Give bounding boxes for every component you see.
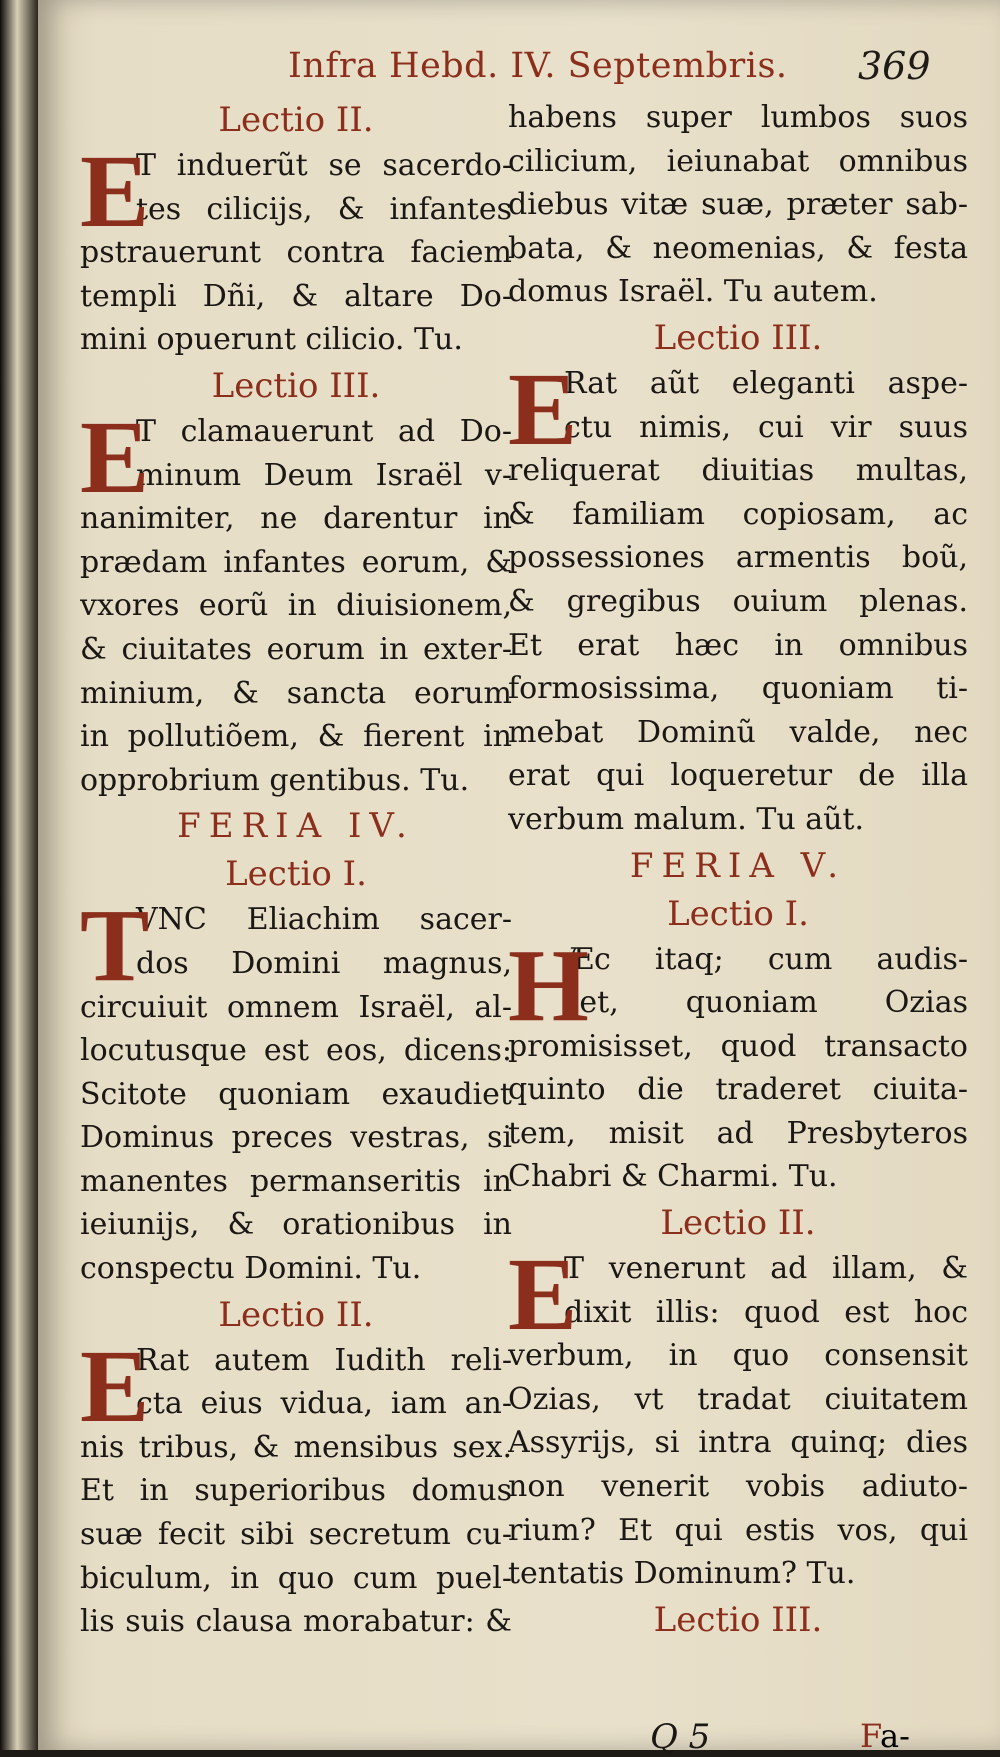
text-line: tentatis Dominum? Tu. bbox=[508, 1556, 856, 1592]
text-line: templi Dñi, & altare Do- bbox=[80, 278, 512, 314]
text-line: habens super lumbos suos bbox=[508, 100, 968, 135]
text-line: VNC Eliachim sacer- bbox=[136, 902, 512, 938]
drop-capital: E bbox=[80, 399, 150, 515]
running-title: Infra Hebd. IV. Septembris. bbox=[288, 46, 788, 86]
text-line: prædam infantes eorum, & bbox=[80, 544, 512, 580]
book-page bbox=[38, 0, 1000, 1757]
text-line: formosissima, quoniam ti- bbox=[508, 671, 968, 707]
text-line: biculum, in quo cum puel- bbox=[80, 1560, 512, 1596]
lesson-text bbox=[508, 351, 968, 842]
drop-capital: E bbox=[80, 1328, 150, 1444]
drop-capital: H bbox=[508, 927, 589, 1043]
text-line: domus Israël. Tu autem. bbox=[508, 274, 878, 310]
page-header bbox=[38, 42, 1000, 92]
text-line: & ciuitates eorum in exter- bbox=[80, 631, 512, 667]
text-line: Et in superioribus domus bbox=[80, 1473, 512, 1509]
text-line: verbum malum. Tu aũt. bbox=[508, 801, 864, 837]
catchword-initial: F bbox=[860, 1717, 881, 1755]
text-line: circuiuit omnem Israël, al- bbox=[80, 989, 512, 1025]
lesson-text bbox=[80, 134, 512, 362]
text-line: in pollutiõem, & fierent in bbox=[80, 719, 512, 755]
left-column bbox=[80, 96, 512, 1644]
text-line: dos Domini magnus, bbox=[136, 945, 512, 981]
lesson-heading: Lectio I. bbox=[667, 893, 809, 934]
text-line: quinto die traderet ciuita- bbox=[508, 1072, 968, 1108]
text-line: lis suis clausa morabatur: & bbox=[80, 1604, 512, 1640]
lesson-text bbox=[80, 399, 512, 802]
lesson-heading: Lectio III. bbox=[653, 317, 823, 358]
drop-capital: E bbox=[80, 134, 150, 249]
lesson-heading: Lectio II. bbox=[660, 1203, 816, 1244]
lesson-text bbox=[508, 927, 968, 1200]
text-line: set, quoniam Ozias bbox=[564, 985, 968, 1021]
text-line: T clamauerunt ad Do- bbox=[136, 413, 512, 449]
page-number: 369 bbox=[858, 44, 931, 88]
drop-capital: E bbox=[508, 1237, 578, 1353]
text-line: Rat autem Iudith reli- bbox=[136, 1342, 512, 1378]
text-line: promisisset, quod transacto bbox=[508, 1028, 968, 1064]
text-line: nanimiter, ne darentur in bbox=[80, 501, 512, 537]
text-line: Dominus preces vestras, si bbox=[80, 1120, 512, 1156]
lesson-heading: Lectio III. bbox=[211, 365, 381, 406]
text-line: conspectu Domini. Tu. bbox=[80, 1251, 422, 1287]
text-line: bata, & neomenias, & festa bbox=[508, 230, 968, 266]
right-column bbox=[508, 96, 968, 1644]
book-binding-edge bbox=[0, 0, 38, 1750]
text-line: non venerit vobis adiuto- bbox=[508, 1469, 968, 1505]
text-line: cilicium, ieiunabat omnibus bbox=[508, 143, 968, 179]
text-line: dixit illis: quod est hoc bbox=[564, 1294, 968, 1330]
text-line: Et erat hæc in omnibus bbox=[508, 627, 968, 663]
text-line: cta eius vidua, iam an- bbox=[136, 1386, 512, 1422]
text-line: possessiones armentis boũ, bbox=[508, 540, 968, 576]
text-line: minum Deum Israël v- bbox=[136, 457, 512, 493]
lesson-heading: Lectio II. bbox=[218, 1294, 374, 1335]
lesson-text bbox=[80, 1328, 512, 1644]
lesson-text bbox=[80, 888, 512, 1290]
text-line: tem, misit ad Presbyteros bbox=[508, 1115, 968, 1151]
text-line: rium? Et qui estis vos, qui bbox=[508, 1512, 968, 1548]
text-line: Æc itaq; cum audis- bbox=[564, 941, 968, 977]
text-line: ieiunijs, & orationibus in bbox=[80, 1207, 512, 1243]
lesson-heading: Lectio II. bbox=[218, 100, 374, 140]
drop-capital: E bbox=[508, 351, 578, 467]
feria-heading: FERIA IV. bbox=[177, 806, 415, 847]
lesson-heading: Lectio III. bbox=[653, 1599, 823, 1640]
text-line: Ozias, vt tradat ciuitatem bbox=[508, 1381, 968, 1417]
catchword bbox=[860, 1717, 910, 1755]
drop-capital: T bbox=[80, 888, 150, 1004]
text-line: & familiam copiosam, ac bbox=[508, 496, 968, 532]
text-line: suæ fecit sibi secretum cu- bbox=[80, 1517, 512, 1553]
feria-heading: FERIA V. bbox=[629, 845, 847, 886]
text-line: pstrauerunt contra faciem bbox=[80, 235, 512, 271]
text-line: Rat aũt eleganti aspe- bbox=[564, 365, 968, 401]
text-line: minium, & sancta eorum bbox=[80, 675, 512, 711]
text-line: nis tribus, & mensibus sex. bbox=[80, 1429, 512, 1465]
lesson-text bbox=[508, 1237, 968, 1596]
text-line: manentes permanseritis in bbox=[80, 1163, 512, 1199]
text-line: diebus vitæ suæ, præter sab- bbox=[508, 187, 968, 223]
text-line: mebat Dominũ valde, nec bbox=[508, 714, 968, 750]
catchword-rest: a- bbox=[880, 1717, 910, 1755]
text-line: reliquerat diuitias multas, bbox=[508, 453, 968, 489]
lesson-heading: Lectio I. bbox=[225, 854, 367, 895]
text-line: erat qui loqueretur de illa bbox=[508, 758, 968, 794]
text-line: Scitote quoniam exaudiet bbox=[80, 1076, 512, 1112]
lesson-text bbox=[508, 96, 968, 314]
text-line: vxores eorũ in diuisionem, bbox=[80, 588, 512, 624]
text-line: & gregibus ouium plenas. bbox=[508, 583, 968, 619]
signature-mark: Q 5 bbox=[650, 1717, 711, 1757]
text-line: Chabri & Charmi. Tu. bbox=[508, 1159, 838, 1195]
text-line: locutusque est eos, dicens: bbox=[80, 1033, 512, 1069]
text-line: opprobrium gentibus. Tu. bbox=[80, 762, 470, 798]
text-line: Assyrijs, si intra quinq; dies bbox=[508, 1425, 968, 1461]
text-line: verbum, in quo consensit bbox=[508, 1338, 968, 1374]
text-line: T venerunt ad illam, & bbox=[564, 1251, 968, 1287]
text-line: mini opuerunt cilicio. Tu. bbox=[80, 322, 463, 358]
text-line: ctu nimis, cui vir suus bbox=[564, 409, 968, 445]
text-line: T induerũt se sacerdo- bbox=[136, 148, 512, 183]
text-line: tes cilicijs, & infantes bbox=[136, 191, 512, 227]
